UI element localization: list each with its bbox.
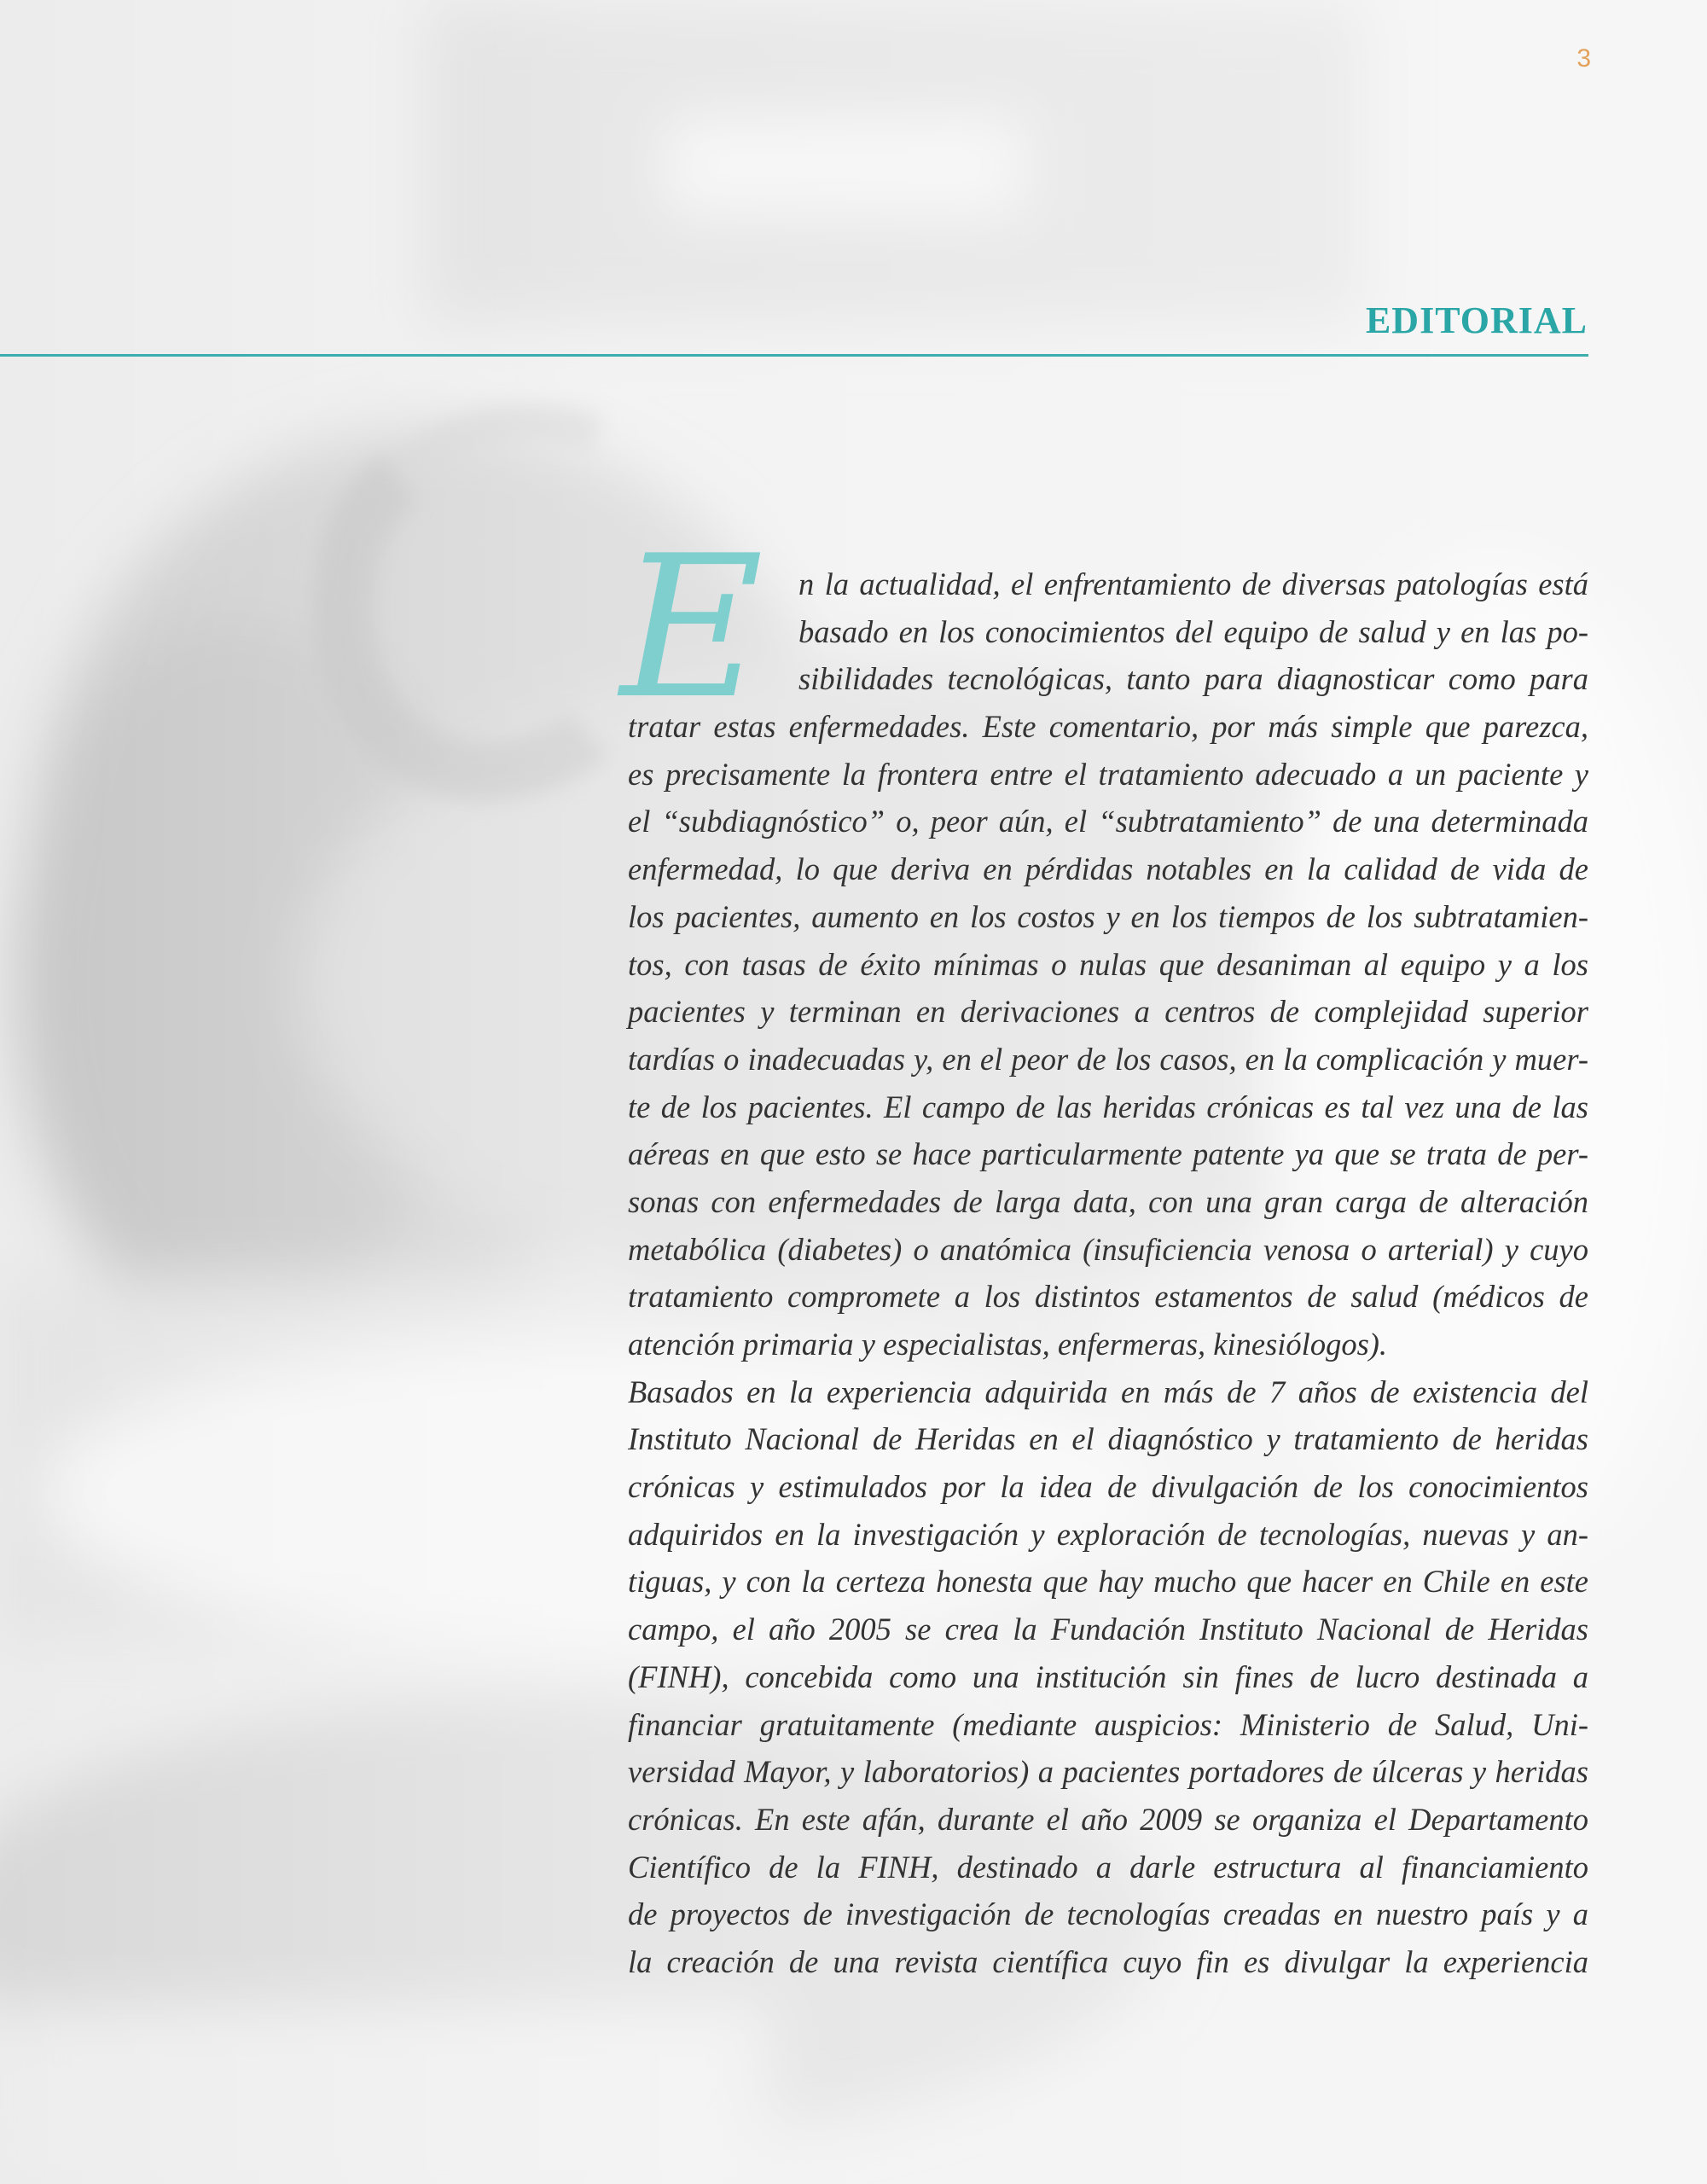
text-line: campo, el año 2005 se crea la Fundación Instituto Nacional de Heridas: [628, 1612, 1588, 1647]
text-line: enfermedad, lo que deriva en pérdidas notables en la calidad de vida de: [628, 851, 1588, 887]
text-line: Instituto Nacional de Heridas en el diagnóstico y tratamiento de heridas: [628, 1421, 1588, 1457]
text-line: la creación de una revista científica cuyo fin es divulgar la experiencia: [628, 1943, 1588, 1979]
text-line: adquiridos en la investigación y exploración de tecnologías, nuevas y an-: [628, 1516, 1588, 1552]
page-number: 3: [1576, 44, 1591, 73]
text-line: basado en los conocimientos del equipo de salud y en las po-: [798, 613, 1588, 649]
text-line: financiar gratuitamente (mediante auspicios: Ministerio de Salud, Uni-: [628, 1706, 1588, 1742]
text-line: Científico de la FINH, destinado a darle estructura al financiamiento: [628, 1849, 1588, 1885]
text-line: metabólica (diabetes) o anatómica (insuficiencia venosa o arterial) y cuyo: [628, 1231, 1588, 1267]
text-line: pacientes y terminan en derivaciones a centros de complejidad superior: [628, 994, 1588, 1030]
text-line: sonas con enfermedades de larga data, con una gran carga de alteración: [628, 1183, 1588, 1219]
text-line: Basados en la experiencia adquirida en más de 7 años de existencia del: [628, 1374, 1588, 1409]
text-line: sibilidades tecnológicas, tanto para diagnosticar como para: [798, 661, 1588, 697]
section-title: EDITORIAL: [1365, 299, 1588, 341]
dropcap: [594, 514, 790, 742]
text-line: tratamiento compromete a los distintos estamentos de salud (médicos de: [628, 1279, 1588, 1315]
text-line: n la actualidad, el enfrentamiento de diversas patologías está: [798, 566, 1588, 601]
article-body: [620, 514, 1588, 1986]
text-line: (FINH), concebida como una institución sin fines de lucro destinada a: [628, 1658, 1588, 1694]
text-line: versidad Mayor, y laboratorios) a pacientes portadores de úlceras y heridas: [628, 1754, 1588, 1790]
text-line: te de los pacientes. El campo de las heridas crónicas es tal vez una de las: [628, 1089, 1588, 1124]
text-line: de proyectos de investigación de tecnologías creadas en nuestro país y a: [628, 1896, 1588, 1932]
section-divider: [0, 354, 1588, 357]
text-line: crónicas. En este afán, durante el año 2009 se organiza el Departamento: [628, 1801, 1588, 1837]
text-line: es precisamente la frontera entre el tratamiento adecuado a un paciente y: [628, 756, 1588, 792]
text-line: tos, con tasas de éxito mínimas o nulas que desaniman al equipo y a los: [628, 946, 1588, 982]
text-line: los pacientes, aumento en los costos y en los tiempos de los subtratamien-: [628, 898, 1588, 934]
text-line: tardías o inadecuadas y, en el peor de los casos, en la complicación y muer-: [628, 1041, 1588, 1077]
text-line: atención primaria y especialistas, enfermeras, kinesiólogos).: [628, 1327, 1388, 1362]
text-line: tratar estas enfermedades. Este comentario, por más simple que parezca,: [628, 709, 1588, 745]
text-line: aéreas en que esto se hace particularmente patente ya que se trata de per-: [628, 1136, 1588, 1172]
dropcap-letter: E: [620, 514, 764, 742]
text-line: crónicas y estimulados por la idea de divulgación de los conocimientos: [628, 1469, 1588, 1505]
text-line: tiguas, y con la certeza honesta que hay mucho que hacer en Chile en este: [628, 1564, 1588, 1600]
text-line: el “subdiagnóstico” o, peor aún, el “subtratamiento” de una determinada: [628, 804, 1588, 839]
